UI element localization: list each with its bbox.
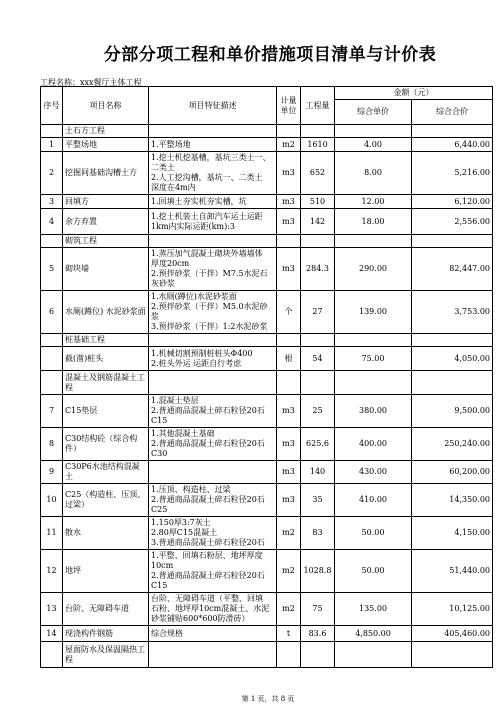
item-unit: m3 <box>277 209 301 235</box>
item-unit: m3 <box>277 195 301 209</box>
empty-cell <box>149 334 277 347</box>
section-row <box>41 371 493 395</box>
item-desc <box>149 517 277 550</box>
project-name: 工程名称：xxx餐厅主体工程 <box>40 78 142 87</box>
item-unit: m2 <box>277 138 301 152</box>
empty-cell <box>301 642 335 668</box>
item-total: 9,500.00 <box>412 395 493 428</box>
desc-line: 2.普通商品混凝土碎石粒径20石 <box>151 439 265 448</box>
item-desc <box>149 593 277 626</box>
section-name: 砌筑工程 <box>63 235 149 248</box>
desc-line: 10cm <box>151 561 174 570</box>
item-desc <box>149 428 277 461</box>
table-row <box>41 484 493 517</box>
empty-cell <box>335 642 412 668</box>
item-unit: t <box>277 626 301 642</box>
item-name: C15垫层 <box>63 395 149 428</box>
desc-line: 2.桩头外运 运距自行考虑 <box>151 358 242 368</box>
item-qty: 625.6 <box>301 428 335 461</box>
desc-line: 1.平整、回填石粉层、地坪厚度 <box>151 551 263 560</box>
header-unit-price: 综合单价 <box>335 100 412 125</box>
item-desc <box>149 209 277 235</box>
section-row <box>41 642 493 668</box>
table-row <box>41 347 493 371</box>
desc-line: 砂浆铺贴600*600防滑砖） <box>151 614 250 623</box>
table-row <box>41 428 493 461</box>
item-desc <box>149 347 277 371</box>
table-row <box>41 291 493 334</box>
header-total: 综合合价 <box>412 100 493 125</box>
item-name: 台阶、无障碍车道 <box>63 593 149 626</box>
item-total: 250,240.00 <box>412 428 493 461</box>
section-no-cell <box>41 235 63 248</box>
item-desc <box>149 152 277 195</box>
item-unit-price: 139.00 <box>335 291 412 334</box>
item-qty: 83 <box>301 517 335 550</box>
table-row <box>41 593 493 626</box>
item-total: 6,120.00 <box>412 195 493 209</box>
item-unit-price: 400.00 <box>335 428 412 461</box>
empty-cell <box>149 125 277 138</box>
header-amount: 金额（元） <box>335 87 493 100</box>
item-qty: 1028.8 <box>301 550 335 593</box>
desc-line: 1.回填土夯实机夯实槽，坑 <box>151 196 247 206</box>
desc-line: 1.其他混凝土基础 <box>151 429 215 438</box>
item-desc <box>149 248 277 291</box>
item-unit-price: 4.00 <box>335 138 412 152</box>
item-qty: 140 <box>301 461 335 484</box>
item-unit-price: 18.00 <box>335 209 412 235</box>
empty-cell <box>412 235 493 248</box>
item-unit: m3 <box>277 484 301 517</box>
item-qty: 1610 <box>301 138 335 152</box>
item-name: C30结构砼（综合构件） <box>63 428 149 461</box>
header-unit: 计量单位 <box>277 87 301 125</box>
item-unit-price: 75.00 <box>335 347 412 371</box>
item-unit-price: 50.00 <box>335 517 412 550</box>
item-name: C30P6水池结构混凝土 <box>63 461 149 484</box>
item-unit: m2 <box>277 593 301 626</box>
desc-line: 深度在4m内 <box>151 183 196 192</box>
desc-line: 厚度20cm <box>151 259 190 268</box>
item-qty: 652 <box>301 152 335 195</box>
item-qty: 284.3 <box>301 248 335 291</box>
empty-cell <box>412 642 493 668</box>
section-row <box>41 125 493 138</box>
empty-cell <box>277 235 301 248</box>
desc-line: 1.150厚3:7灰土 <box>151 518 211 527</box>
item-no: 9 <box>41 461 63 484</box>
section-no-cell <box>41 642 63 668</box>
table-row <box>41 461 493 484</box>
item-total: 405,460.00 <box>412 626 493 642</box>
item-total: 14,350.00 <box>412 484 493 517</box>
empty-cell <box>149 371 277 395</box>
item-unit-price: 410.00 <box>335 484 412 517</box>
empty-cell <box>277 642 301 668</box>
item-qty: 54 <box>301 347 335 371</box>
desc-line: 1.蒸压加气混凝土砌块外墙墙体 <box>151 249 263 258</box>
item-unit: m2 <box>277 550 301 593</box>
page-footer: 第 1 页，共 8 页 <box>241 695 295 703</box>
desc-line: 2.预拌砂浆（干拌）M7.5水泥石 <box>151 269 268 278</box>
item-desc <box>149 138 277 152</box>
header-name: 项目名称 <box>63 87 149 125</box>
item-desc <box>149 484 277 517</box>
header-desc: 项目特征描述 <box>149 87 277 125</box>
desc-line: 1.平整场地 <box>151 139 191 149</box>
item-name: 砌块墙 <box>63 248 149 291</box>
item-unit: m3 <box>277 461 301 484</box>
item-total: 5,216.00 <box>412 152 493 195</box>
desc-line: C15 <box>151 581 168 590</box>
desc-line: 1.机械切割预制桩桩头Φ400 <box>151 348 253 358</box>
item-unit: m3 <box>277 395 301 428</box>
desc-line: 2.人工挖沟槽，基坑一、二类土 <box>151 173 263 182</box>
desc-line: 3.预拌砂浆（干拌）1:2水泥砂浆 <box>151 322 268 331</box>
desc-line: 2.普通商品混凝土碎石粒径20石 <box>151 571 265 580</box>
desc-line: 1.水厕(蹲位)水泥砂浆面 <box>151 292 237 301</box>
table-row <box>41 626 493 642</box>
item-unit-price: 12.00 <box>335 195 412 209</box>
empty-cell <box>301 371 335 395</box>
item-no: 10 <box>41 484 63 517</box>
header-no: 序号 <box>41 87 63 125</box>
table-row <box>41 138 493 152</box>
empty-cell <box>301 334 335 347</box>
item-qty: 510 <box>301 195 335 209</box>
item-unit-price: 8.00 <box>335 152 412 195</box>
item-total: 2,556.00 <box>412 209 493 235</box>
desc-line: 台阶、无障碍车道（平整、回填 <box>151 594 263 603</box>
empty-cell <box>412 125 493 138</box>
item-unit-price: 290.00 <box>335 248 412 291</box>
desc-line: 2.普通商品混凝土碎石粒径20石 <box>151 406 265 415</box>
empty-cell <box>335 371 412 395</box>
bill-body <box>41 125 493 668</box>
section-row <box>41 235 493 248</box>
item-total: 60,200.00 <box>412 461 493 484</box>
section-row <box>41 334 493 347</box>
item-no: 4 <box>41 209 63 235</box>
empty-cell <box>335 125 412 138</box>
table-row <box>41 209 493 235</box>
desc-line: 1km内实际运距(km):3 <box>151 221 235 231</box>
item-name: 水厕(蹲位) 水泥砂浆面 <box>63 291 149 334</box>
table-row <box>41 550 493 593</box>
item-unit: 个 <box>277 291 301 334</box>
empty-cell <box>149 642 277 668</box>
item-total: 82,447.00 <box>412 248 493 291</box>
item-unit-price: 135.00 <box>335 593 412 626</box>
empty-cell <box>277 371 301 395</box>
desc-line: C30 <box>151 449 168 458</box>
desc-line: 2.80厚C15混凝土 <box>151 528 218 537</box>
desc-line: C25 <box>151 505 168 514</box>
item-name: 挖掘间基础沟槽土方 <box>63 152 149 195</box>
item-unit-price: 50.00 <box>335 550 412 593</box>
item-desc <box>149 461 277 484</box>
empty-cell <box>277 125 301 138</box>
desc-line: 1.混凝土垫层 <box>151 396 199 405</box>
item-no: 7 <box>41 395 63 428</box>
item-unit-price: 430.00 <box>335 461 412 484</box>
item-desc <box>149 626 277 642</box>
item-no: 6 <box>41 291 63 334</box>
desc-line: C15 <box>151 416 168 425</box>
item-qty: 25 <box>301 395 335 428</box>
table-row <box>41 248 493 291</box>
item-no: 13 <box>41 593 63 626</box>
section-no-cell <box>41 125 63 138</box>
item-no: 11 <box>41 517 63 550</box>
desc-line: 3.普通商品混凝土碎石粒径20石 <box>151 538 265 547</box>
item-unit: m3 <box>277 152 301 195</box>
page-title: 分部分项工程和单价措施项目清单与计价表 <box>103 45 437 65</box>
section-no-cell <box>41 371 63 395</box>
item-name: 现浇构件钢筋 <box>63 626 149 642</box>
item-desc <box>149 395 277 428</box>
empty-cell <box>412 371 493 395</box>
desc-line: 综合规格 <box>151 628 183 638</box>
section-no-cell <box>41 334 63 347</box>
desc-line: 1.挖土机挖基槽，基坑三类土一、 <box>151 153 271 162</box>
item-unit: m2 <box>277 517 301 550</box>
empty-cell <box>301 125 335 138</box>
item-unit-price: 380.00 <box>335 395 412 428</box>
bill-table <box>40 86 493 668</box>
section-name: 桩基础工程 <box>63 334 149 347</box>
desc-line: 2.普通商品混凝土碎石粒径20石 <box>151 495 265 504</box>
item-qty: 83.6 <box>301 626 335 642</box>
table-row <box>41 152 493 195</box>
item-qty: 142 <box>301 209 335 235</box>
item-name: 余方弃置 <box>63 209 149 235</box>
item-desc <box>149 550 277 593</box>
item-no: 3 <box>41 195 63 209</box>
item-total: 10,125.00 <box>412 593 493 626</box>
table-row <box>41 195 493 209</box>
section-name: 屋面防水及保温隔热工程 <box>63 642 149 668</box>
item-total: 4,150.00 <box>412 517 493 550</box>
item-no: 12 <box>41 550 63 593</box>
item-name: 平整场地 <box>63 138 149 152</box>
item-total: 3,753.00 <box>412 291 493 334</box>
section-name: 土石方工程 <box>63 125 149 138</box>
table-row <box>41 395 493 428</box>
item-total: 4,050.00 <box>412 347 493 371</box>
desc-line: 1.挖土机装土自卸汽车运土运距 <box>151 211 263 221</box>
item-no: 1 <box>41 138 63 152</box>
empty-cell <box>412 334 493 347</box>
item-no: 5 <box>41 248 63 291</box>
item-unit: m3 <box>277 248 301 291</box>
item-no: 14 <box>41 626 63 642</box>
item-no <box>41 347 63 371</box>
desc-line: 浆 <box>151 312 159 321</box>
table-row <box>41 517 493 550</box>
empty-cell <box>149 235 277 248</box>
section-name: 混凝土及钢筋混凝土工程 <box>63 371 149 395</box>
item-total: 6,440.00 <box>412 138 493 152</box>
empty-cell <box>277 334 301 347</box>
item-name: 截(凿)桩头 <box>63 347 149 371</box>
item-qty: 75 <box>301 593 335 626</box>
item-unit: m3 <box>277 428 301 461</box>
desc-line: 二类土 <box>151 163 175 172</box>
empty-cell <box>335 235 412 248</box>
desc-line: 1.压顶、构造柱、过梁 <box>151 485 231 494</box>
desc-line: 2.预拌砂浆（干拌）M5.0水泥砂 <box>151 302 268 311</box>
item-name: 散水 <box>63 517 149 550</box>
item-qty: 35 <box>301 484 335 517</box>
item-desc <box>149 291 277 334</box>
item-total: 51,440.00 <box>412 550 493 593</box>
item-unit-price: 4,850.00 <box>335 626 412 642</box>
item-qty: 27 <box>301 291 335 334</box>
item-no: 2 <box>41 152 63 195</box>
item-no: 8 <box>41 428 63 461</box>
header-qty: 工程量 <box>301 87 335 125</box>
item-name: C25（构造柱、压顶、过梁） <box>63 484 149 517</box>
item-desc <box>149 195 277 209</box>
desc-line: 石粉、地坪厚10cm混凝土、水泥 <box>151 604 270 613</box>
item-name: 回填方 <box>63 195 149 209</box>
desc-line: 灰砂浆 <box>151 279 175 288</box>
empty-cell <box>335 334 412 347</box>
item-name: 地坪 <box>63 550 149 593</box>
empty-cell <box>301 235 335 248</box>
item-unit: 根 <box>277 347 301 371</box>
